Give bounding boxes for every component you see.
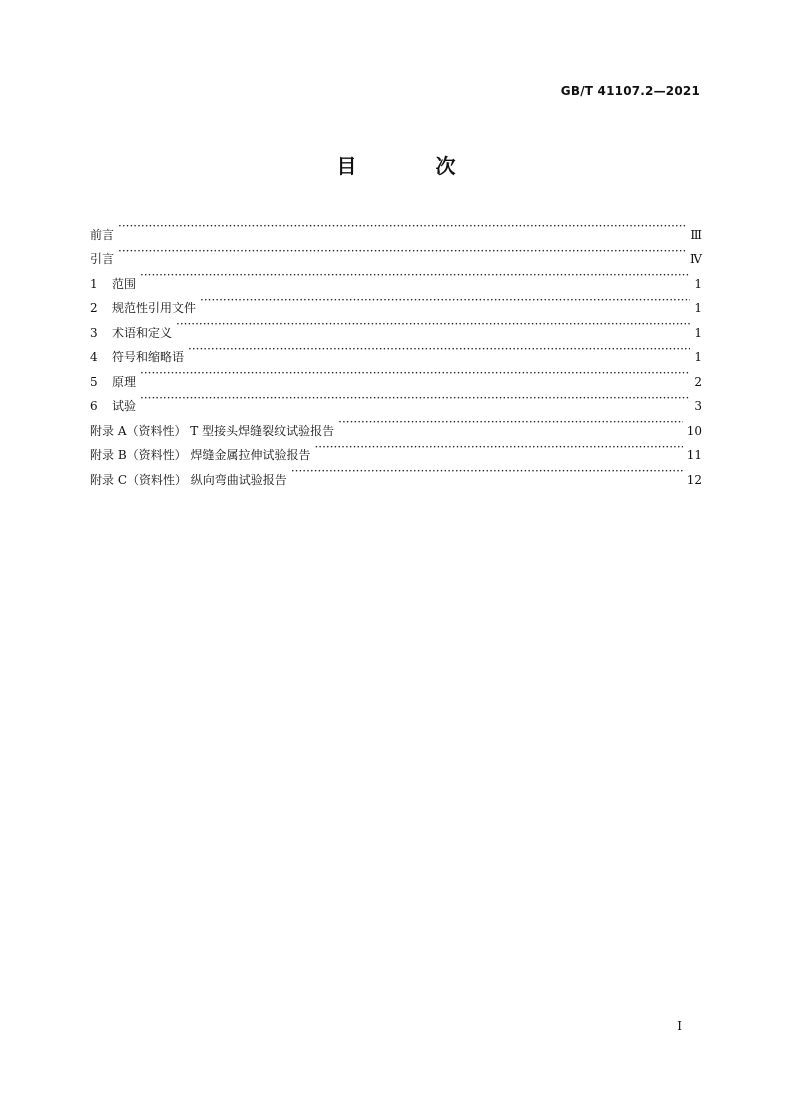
toc-entry-page: 1 bbox=[694, 301, 702, 315]
toc-entry-scope[interactable] bbox=[90, 263, 702, 291]
toc-entry-page: 1 bbox=[694, 350, 702, 364]
toc-entry-annex-a[interactable] bbox=[90, 410, 702, 438]
toc-leader-dots bbox=[314, 435, 682, 460]
toc-entry-label: 范围 bbox=[112, 276, 137, 291]
toc-entry-number: 6 bbox=[90, 399, 98, 413]
toc-leader-dots bbox=[176, 312, 690, 337]
toc-leader-dots bbox=[140, 386, 690, 411]
toc-entry-label: 术语和定义 bbox=[112, 325, 173, 340]
toc-entry-page: 12 bbox=[686, 472, 702, 487]
toc-entry-label: 符号和缩略语 bbox=[112, 350, 185, 364]
toc-entry-principle[interactable] bbox=[90, 361, 702, 389]
toc-entry-page: 3 bbox=[694, 399, 702, 413]
toc-entry-introduction[interactable] bbox=[90, 239, 702, 264]
toc-entry-page: Ⅳ bbox=[690, 252, 702, 266]
toc-entry-label: 原理 bbox=[112, 374, 137, 389]
toc-entry-label: 规范性引用文件 bbox=[112, 301, 197, 315]
toc-entry-page: 1 bbox=[694, 276, 702, 291]
toc-leader-dots bbox=[118, 214, 686, 239]
toc-entry-number: 4 bbox=[90, 350, 98, 364]
toc-entry-page: 1 bbox=[694, 325, 702, 340]
toc-entry-number: 2 bbox=[90, 301, 98, 315]
toc-leader-dots bbox=[118, 239, 686, 264]
page-title: 目 次 bbox=[336, 154, 492, 178]
toc-leader-dots bbox=[188, 337, 690, 362]
toc-leader-dots bbox=[140, 361, 690, 386]
toc-entry-page: 11 bbox=[686, 448, 702, 462]
toc-leader-dots bbox=[140, 263, 690, 288]
toc-leader-dots bbox=[338, 410, 683, 435]
standard-code: GB/T 41107.2—2021 bbox=[560, 84, 700, 98]
toc-entry-label: 前言 bbox=[90, 227, 115, 242]
toc-entry-page: 10 bbox=[686, 423, 702, 438]
toc-entry-page: 2 bbox=[694, 374, 702, 389]
toc-entry-terms[interactable] bbox=[90, 312, 702, 340]
page-number: Ⅰ bbox=[677, 1019, 682, 1033]
toc-entry-number: 3 bbox=[90, 325, 98, 340]
toc-entry-test[interactable] bbox=[90, 386, 702, 411]
toc-entry-foreword[interactable] bbox=[90, 214, 702, 242]
toc-leader-dots bbox=[200, 288, 690, 313]
toc-entry-label: 附录 B（资料性） 焊缝金属拉伸试验报告 bbox=[90, 448, 311, 462]
toc-entry-label: 引言 bbox=[90, 252, 115, 266]
toc-entry-number: 1 bbox=[90, 276, 98, 291]
toc-entry-label: 试验 bbox=[112, 399, 137, 413]
toc-leader-dots bbox=[291, 459, 683, 484]
toc-entry-number: 5 bbox=[90, 374, 98, 389]
toc-entry-symbols[interactable] bbox=[90, 337, 702, 362]
toc-entry-page: Ⅲ bbox=[690, 227, 702, 242]
toc-entry-label: 附录 A（资料性） T 型接头焊缝裂纹试验报告 bbox=[90, 423, 335, 438]
table-of-contents bbox=[90, 214, 702, 487]
toc-entry-normative-references[interactable] bbox=[90, 288, 702, 313]
toc-entry-label: 附录 C（资料性） 纵向弯曲试验报告 bbox=[90, 472, 287, 487]
